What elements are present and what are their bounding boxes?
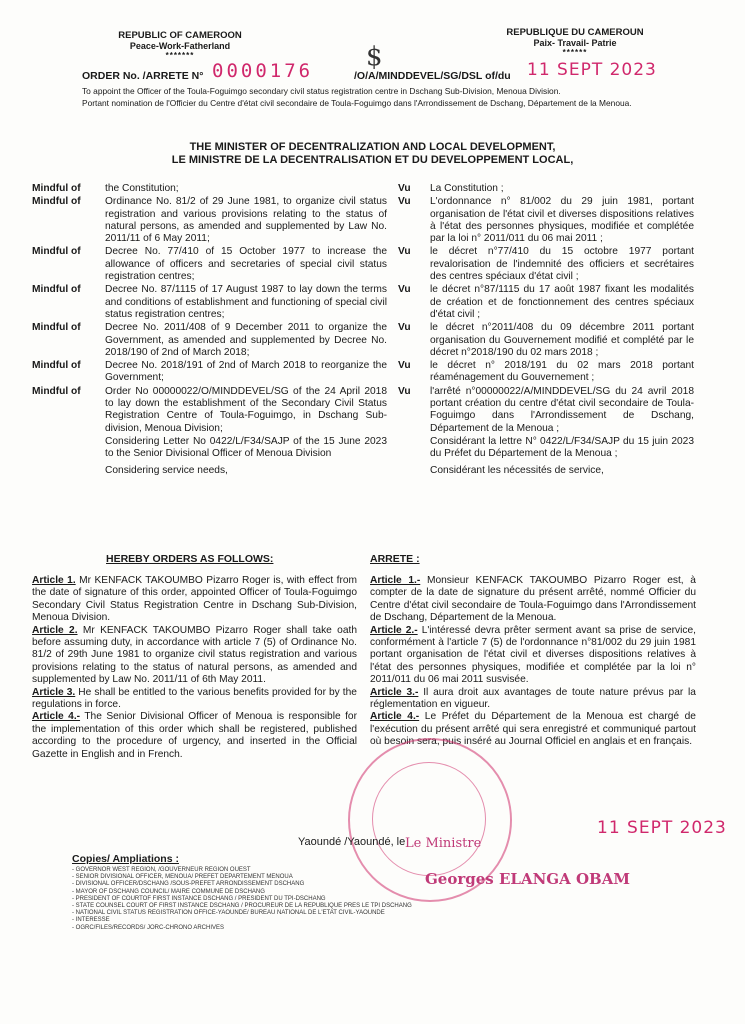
visa-en-text: Decree No. 2011/408 of 9 December 2011 to organize the Government, as amended and supplemented by Decree No. 2018/190 of 2nd of March 2018;: [105, 322, 387, 358]
article-fr-label: Article 1.-: [370, 575, 421, 586]
order-date-stamp: 11 SEPT 2023: [527, 60, 657, 80]
article-fr-label: Article 3.-: [370, 686, 419, 698]
visa-fr-row: [398, 196, 694, 245]
visa-en-label: Mindful of: [32, 183, 81, 194]
visa-en-text: Considering Letter No 0422/L/F34/SAJP of the 15 June 2023 to the Senior Divisional Officer of Menoua Division: [105, 435, 387, 460]
copy-item-text: MAYOR OF DSCHANG COUNCIL/ MAIRE COMMUNE DE DSCHANG: [75, 888, 265, 895]
visa-fr-text: Considérant les nécessités de service,: [430, 464, 604, 476]
copy-item: - STATE COUNSEL COURT OF FIRST INSTANCE DSCHANG / PROCUREUR DE LA REPUBLIQUE PRES LE TPI DSCHANG: [72, 903, 412, 910]
visa-en-text: Ordinance No. 81/2 of 29 June 1981, to organize civil status registration and various provisions relating to the status of natural persons, as amended and supplemented by Law No. 2011/11 of 6 May 2011;: [105, 196, 387, 245]
copy-item: - MAYOR OF DSCHANG COUNCIL/ MAIRE COMMUNE DE DSCHANG: [72, 888, 265, 895]
visa-fr-row: [398, 183, 694, 195]
visa-fr-text: le décret n°77/410 du 15 octobre 1977 portant revalorisation de l'indemnité des officiers et secrétaires des centres spéciaux d'état civil ;: [430, 246, 694, 283]
visa-en-label: Mindful of: [32, 284, 81, 296]
visa-en-row: [32, 386, 387, 435]
article-en-label: Article 1.: [32, 575, 76, 586]
visa-en-text: the Constitution;: [105, 183, 179, 194]
country-name-fr: REPUBLIQUE DU CAMEROUN: [506, 27, 644, 38]
article-fr-label: Article 2.-: [370, 624, 418, 636]
visas-en: [32, 183, 387, 477]
article-en: [32, 625, 357, 687]
stars-en: *******: [165, 51, 195, 60]
visa-fr-label: Vu: [398, 284, 411, 296]
visas-fr: [398, 183, 694, 477]
article-en: [32, 575, 357, 625]
subject-en: To appoint the Officer of the Toula-Foguimgo secondary civil status registration centre in Dschang Sub-Division, Menoua Division.: [82, 86, 561, 96]
visa-fr-row: [398, 436, 694, 461]
motto-en: Peace-Work-Fatherland: [129, 41, 231, 51]
visa-en-text: Decree No. 87/1115 of 17 August 1987 to lay down the terms and conditions of establishment and functioning of special civil status registration centres;: [105, 284, 387, 320]
orders-en: [32, 553, 357, 761]
visa-fr-row: [398, 360, 694, 385]
order-prefix: ORDER No. /ARRETE N°: [82, 70, 204, 82]
header-left: [95, 30, 265, 60]
copy-item: - PRESIDENT OF COURTOF FIRST INSTANCE DSCHANG / PRESIDENT DU TPI-DSCHANG: [72, 895, 326, 902]
minister-title-stamp: Le Ministre: [405, 836, 482, 851]
visa-fr-label: [398, 436, 430, 461]
visa-fr-text: La Constitution ;: [430, 183, 504, 194]
article-en: [32, 711, 357, 761]
orders-heading-en: HEREBY ORDERS AS FOLLOWS:: [106, 553, 274, 565]
visa-fr-text: L'ordonnance n° 81/002 du 29 juin 1981, portant organisation de l'état civil et diverses dispositions relatives à l'état des personnes physiques, modifiée et complétée par la loi n° 2011/011 du 06 mai 2011 ;: [430, 196, 694, 245]
visa-fr-label: Vu: [398, 322, 411, 334]
article-en-text: The Senior Divisional Officer of Menoua is responsible for the implementation of this order which shall be registered, published according to the procedure of urgency, and inserted in the Official Gazette in English and in French.: [32, 711, 357, 760]
visa-en-text: Order No 00000022/O/MINDDEVEL/SG of the 24 April 2018 to lay down the establishment of the Secondary Civil Status Registration Centre of Toula-Foguimgo, in Dschang Sub-division, Menoua Division;: [105, 385, 387, 434]
visa-en-row: [32, 246, 387, 283]
visa-fr-row: [398, 322, 694, 359]
article-en-text: Mr KENFACK TAKOUMBO Pizarro Roger shall take oath before assuming duty, in accordance with article 7 (5) of Ordinance No. 81/2 of 29th June 1981 to organize civil status registration and various provisions relating to the status of natural persons, as amended and supplemented by Law No. 2011/11 of 6th May 2011.: [32, 624, 357, 686]
visa-en-row: [32, 436, 387, 461]
copy-item-text: SENIOR DIVISIONAL OFFICER, MENOUA/ PREFET DEPARTEMENT MENOUA: [75, 874, 293, 881]
visa-fr-label: [398, 465, 430, 477]
copy-item: - DIVISIONAL OFFICER/DSCHANG /SOUS-PREFET ARRONDISSEMENT DSCHANG: [72, 881, 305, 888]
copies-section: [72, 853, 452, 932]
article-fr-text: Il aura droit aux avantages de toute nature prévus par la réglementation en vigueur.: [370, 686, 696, 711]
visa-en-label: Mindful of: [32, 360, 81, 372]
copy-item-text: GOVERNOR WEST REGION, /GOUVERNEUR REGION OUEST: [75, 867, 251, 873]
article-en: [32, 687, 357, 712]
copies-heading: Copies/ Ampliations :: [72, 853, 179, 865]
header-right: [490, 27, 660, 57]
orders-heading-fr: ARRETE :: [370, 553, 420, 565]
visa-fr-row: [398, 246, 694, 283]
article-fr: [370, 575, 696, 625]
copy-item: - OGRC/FILES/RECORDS/ JORC-CHRONO ARCHIVES: [72, 924, 225, 931]
stars-fr: ******: [562, 48, 588, 57]
visa-en-row: [32, 284, 387, 321]
visa-fr-label: Vu: [398, 385, 411, 397]
visa-fr-label: Vu: [398, 246, 411, 258]
visa-en-label: Mindful of: [32, 385, 81, 397]
visa-fr-text: le décret n°87/1115 du 17 août 1987 fixant les modalités de création et de fonctionnement des centres spéciaux d'état civil ;: [430, 284, 694, 320]
visa-en-text: Decree No. 2018/191 of 2nd of March 2018 to reorganize the Government;: [105, 360, 387, 384]
visa-fr-text: le décret n°2011/408 du 09 décembre 2011 portant organisation du Gouvernement modifié et complété par le décret n°2018/190 du 02 mars 2018 ;: [430, 322, 694, 358]
copy-item: - INTERESSE: [72, 917, 110, 924]
visa-en-label: Mindful of: [32, 322, 81, 334]
visa-en-text: Considering service needs,: [105, 464, 228, 476]
order-suffix: /O/A/MINDDEVEL/SG/DSL of/du: [354, 70, 511, 82]
signature-place: Yaoundé /Yaoundé, le: [298, 836, 406, 848]
subject-fr: Portant nomination de l'Officier du Centre d'état civil secondaire de Toula-Foguimgo dans l'Arrondissement de Dschang, Département de la Menoua.: [82, 98, 632, 108]
article-en-label: Article 3.: [32, 686, 76, 698]
visa-fr-row: [398, 465, 694, 477]
visa-en-row: [32, 183, 387, 195]
copy-item-text: DIVISIONAL OFFICER/DSCHANG /SOUS-PREFET ARRONDISSEMENT DSCHANG: [75, 881, 305, 888]
visa-en-label: [32, 436, 105, 461]
article-fr: [370, 687, 696, 712]
handwritten-mark: $: [366, 42, 383, 72]
article-fr-text: L'intéressé devra prêter serment avant sa prise de service, conformément à l'article 7 (5) de l'ordonnance n°81/002 du 29 juin 1981 portant organisation de l'état civil et diverses dispositions relatives à l'état des personnes physiques, modifiée et complétée par la loi n° 2011/011 du 06 mai 2011 susvisée.: [370, 624, 696, 686]
visa-en-label: [32, 465, 105, 477]
copy-item-text: INTERESSE: [75, 917, 110, 924]
visa-en-label: Mindful of: [32, 246, 81, 258]
visa-en-text: Decree No. 77/410 of 15 October 1977 to increase the allowance of officers and secretaries of special civil status registration centres;: [105, 246, 387, 283]
copy-item-text: OGRC/FILES/RECORDS/ JORC-CHRONO ARCHIVES: [75, 924, 225, 931]
visa-fr-row: [398, 284, 694, 321]
article-fr-label: Article 4.-: [370, 711, 420, 723]
minister-title-fr: LE MINISTRE DE LA DECENTRALISATION ET DU DEVELOPPEMENT LOCAL,: [171, 154, 574, 166]
minister-name-stamp: Georges ELANGA OBAM: [425, 870, 630, 888]
visa-fr-text: l'arrêté n°00000022/A/MINDDEVEL/SG du 24 avril 2018 portant création du centre d'état civil secondaire de Toula-Foguimgo dans l'Arrondissement de Dschang, Département de la Menoua ;: [430, 385, 694, 434]
visa-en-row: [32, 196, 387, 245]
copy-item-text: NATIONAL CIVIL STATUS REGISTRATION OFFICE-YAOUNDE/ BUREAU NATIONAL DE L'ETAT CIVIL-YAOUNDE: [75, 910, 385, 917]
article-fr: [370, 625, 696, 687]
article-en-text: Mr KENFACK TAKOUMBO Pizarro Roger is, with effect from the date of signature of this order, appointed Officer of Toula-Foguimgo Secondary Civil Status Registration Centre in Dschang Sub-Division, Menoua Division.: [32, 575, 357, 624]
visa-en-row: [32, 465, 387, 477]
order-number-stamp: 0000176: [212, 60, 314, 82]
visa-en-label: Mindful of: [32, 196, 81, 208]
orders-fr: [370, 553, 696, 749]
visa-fr-row: [398, 386, 694, 435]
motto-fr: Paix- Travail- Patrie: [533, 38, 617, 48]
visa-fr-text: le décret n° 2018/191 du 02 mars 2018 portant réaménagement du Gouvernement ;: [430, 360, 694, 384]
article-en-label: Article 2.: [32, 624, 78, 636]
copy-item-text: PRESIDENT OF COURTOF FIRST INSTANCE DSCHANG / PRESIDENT DU TPI-DSCHANG: [75, 895, 326, 902]
visa-en-row: [32, 360, 387, 385]
copy-item: - NATIONAL CIVIL STATUS REGISTRATION OFFICE-YAOUNDE/ BUREAU NATIONAL DE L'ETAT CIVIL-YAOUNDE: [72, 910, 385, 917]
visa-fr-label: Vu: [398, 196, 411, 208]
minister-title-en: THE MINISTER OF DECENTRALIZATION AND LOCAL DEVELOPMENT,: [189, 141, 556, 153]
signature-date-stamp: 11 SEPT 2023: [597, 818, 727, 838]
article-fr-text: Le Préfet du Département de la Menoua est chargé de l'exécution du présent arrêté qui sera enregistré et communiqué partout où besoin sera, puis inséré au Journal Officiel en anglais et en français.: [370, 711, 696, 748]
visa-en-row: [32, 322, 387, 359]
visa-fr-label: Vu: [398, 183, 411, 194]
country-name-en: REPUBLIC OF CAMEROON: [118, 30, 242, 41]
article-en-text: He shall be entitled to the various benefits provided for by the regulations in force.: [32, 686, 357, 711]
copy-item: - GOVERNOR WEST REGION, /GOUVERNEUR REGION OUEST: [72, 867, 251, 873]
minister-heading: [40, 141, 705, 167]
visa-fr-label: Vu: [398, 360, 411, 372]
article-en-label: Article 4.-: [32, 711, 81, 723]
visa-fr-text: Considérant la lettre N° 0422/L/F34/SAJP du 15 juin 2023 du Préfet du Département de la Menoua ;: [430, 435, 694, 460]
copy-item: - SENIOR DIVISIONAL OFFICER, MENOUA/ PREFET DEPARTEMENT MENOUA: [72, 874, 293, 881]
copy-item-text: STATE COUNSEL COURT OF FIRST INSTANCE DSCHANG / PROCUREUR DE LA REPUBLIQUE PRES LE TPI DSCHANG: [75, 903, 412, 910]
article-fr-text: Monsieur KENFACK TAKOUMBO Pizarro Roger est, à compter de la date de signature du présent arrêté, nommé Officier du Centre d'état civil secondaire de Toula-Foguimgo dans l'Arrondissement de Dschang, Département de la Menoua.: [370, 575, 696, 624]
